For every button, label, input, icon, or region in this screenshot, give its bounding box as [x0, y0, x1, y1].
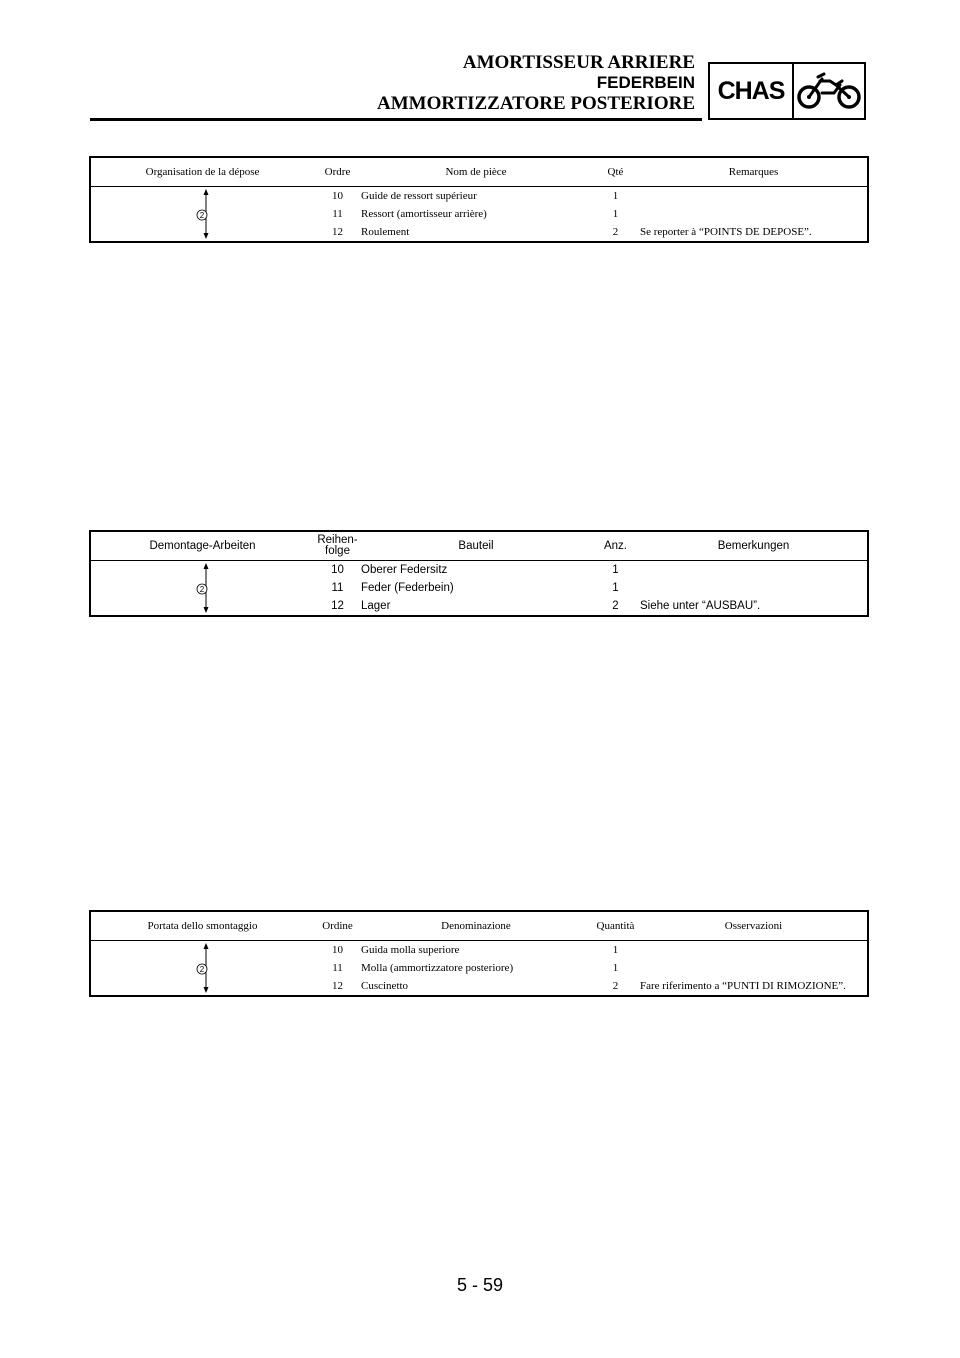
- row-qty: 1: [612, 582, 619, 594]
- row-qty: 1: [612, 564, 619, 576]
- col-header-part-name: Denominazione: [361, 911, 591, 941]
- col-header-part-name: Bauteil: [361, 531, 591, 561]
- table-row: [90, 941, 868, 960]
- row-order: 10: [332, 190, 343, 202]
- col-header-qty: Quantità: [591, 911, 640, 941]
- row-qty: 2: [612, 600, 619, 612]
- col-header-qty: Anz.: [591, 531, 640, 561]
- row-remark: [640, 561, 868, 580]
- double-arrow-icon: [193, 189, 213, 239]
- chapter-badge-label: CHAS: [710, 64, 794, 118]
- row-part-name: Cuscinetto: [361, 980, 409, 992]
- table-header-row: [90, 911, 868, 941]
- title-french: AMORTISSEUR ARRIERE: [462, 52, 695, 73]
- row-remark: [640, 187, 868, 206]
- table-italian: [89, 910, 869, 997]
- col-header-qty: Qté: [591, 157, 640, 187]
- order-arrow-cell: [90, 187, 314, 243]
- arrow-label: 2: [199, 585, 205, 594]
- section-titles: [377, 52, 695, 114]
- row-remark: Siehe unter “AUSBAU”.: [640, 600, 761, 612]
- double-arrow-icon: [193, 563, 213, 613]
- row-part-name: Feder (Federbein): [361, 582, 454, 594]
- row-remark: Fare riferimento a “PUNTI DI RIMOZIONE”.: [640, 980, 846, 992]
- header-rule: [90, 118, 702, 121]
- row-qty: 2: [612, 980, 619, 992]
- row-order: 10: [332, 944, 343, 956]
- page-header: [90, 48, 870, 124]
- row-order: 12: [332, 980, 343, 992]
- row-part-name: Oberer Federsitz: [361, 564, 448, 576]
- title-german: FEDERBEIN: [596, 73, 695, 92]
- chapter-badge: [708, 62, 866, 120]
- row-remark: Se reporter à “POINTS DE DEPOSE”.: [640, 226, 812, 238]
- table-header-row: [90, 157, 868, 187]
- row-part-name: Lager: [361, 600, 391, 612]
- col-header-remarks: Remarques: [640, 157, 868, 187]
- table-row: [90, 561, 868, 580]
- col-header-order: Ordre: [314, 157, 361, 187]
- row-qty: 1: [612, 208, 619, 220]
- row-remark: [640, 579, 868, 597]
- col-header-organisation: Portata dello smontaggio: [90, 911, 314, 941]
- row-remark: [640, 941, 868, 960]
- row-part-name: Guida molla superiore: [361, 944, 460, 956]
- col-header-order: Ordine: [314, 911, 361, 941]
- order-arrow-cell: [90, 561, 314, 617]
- col-header-order: Reihen- folge: [314, 531, 361, 561]
- table-header-row: [90, 531, 868, 561]
- row-remark: [640, 205, 868, 223]
- row-part-name: Roulement: [361, 226, 410, 238]
- col-header-remarks: Bemerkungen: [640, 531, 868, 561]
- col-header-organisation: Demontage-Arbeiten: [90, 531, 314, 561]
- row-order: 12: [332, 226, 343, 238]
- col-header-organisation: Organisation de la dépose: [90, 157, 314, 187]
- order-arrow-cell: [90, 941, 314, 997]
- arrow-label: 2: [199, 965, 205, 974]
- table-french: [89, 156, 869, 243]
- page-number: 5 - 59: [456, 1275, 504, 1295]
- row-order: 11: [332, 962, 343, 974]
- col-header-part-name: Nom de pièce: [361, 157, 591, 187]
- col-header-remarks: Osservazioni: [640, 911, 868, 941]
- table-german: [89, 530, 869, 617]
- arrow-label: 2: [199, 211, 205, 220]
- row-qty: 1: [612, 190, 619, 202]
- row-part-name: Ressort (amortisseur arrière): [361, 208, 487, 220]
- row-part-name: Molla (ammortizzatore posteriore): [361, 962, 514, 974]
- row-remark: [640, 959, 868, 977]
- motorcycle-icon: [794, 64, 864, 118]
- double-arrow-icon: [193, 943, 213, 993]
- row-qty: 2: [612, 226, 619, 238]
- row-qty: 1: [612, 944, 619, 956]
- row-qty: 1: [612, 962, 619, 974]
- table-row: [90, 187, 868, 206]
- row-order: 11: [331, 582, 344, 594]
- row-order: 12: [331, 600, 344, 612]
- row-order: 11: [332, 208, 343, 220]
- row-order: 10: [331, 564, 344, 576]
- row-part-name: Guide de ressort supérieur: [361, 190, 477, 202]
- title-italian: AMMORTIZZATORE POSTERIORE: [377, 93, 695, 114]
